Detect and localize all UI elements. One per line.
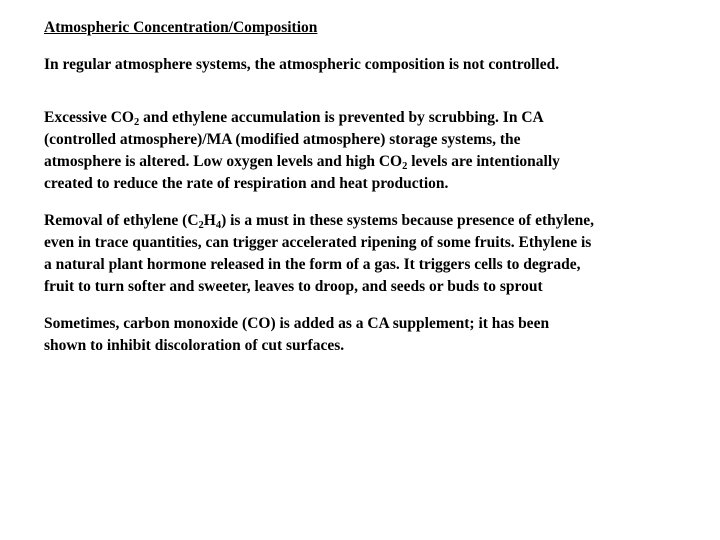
text-segment: ) is a must in these systems because presence of ethylene,: [221, 212, 595, 229]
subscript: 2: [133, 117, 140, 128]
paragraph-carbon-monoxide: [44, 313, 704, 357]
paragraph-2-line-3: [44, 151, 704, 173]
paragraph-4-line-1: Sometimes, carbon monoxide (CO) is added as a CA supplement; it has been: [44, 315, 550, 332]
subscript: 2: [402, 161, 408, 172]
paragraph-3-line-1: [44, 210, 704, 232]
text-segment: Excessive CO: [44, 109, 134, 126]
paragraph-3-line-4: fruit to turn softer and sweeter, leaves to droop, and seeds or buds to sprout: [44, 278, 543, 295]
page-title: Atmospheric Concentration/Composition: [44, 19, 318, 36]
paragraph-3-line-2: even in trace quantities, can trigger accelerated ripening of some fruits. Ethylene is: [44, 234, 592, 251]
paragraph-2-line-4: created to reduce the rate of respiration and heat production.: [44, 175, 449, 192]
paragraph-3-line-3: a natural plant hormone released in the form of a gas. It triggers cells to degrade,: [44, 256, 581, 273]
text-segment: levels are intentionally: [407, 153, 560, 170]
paragraph-regular-atmosphere: [44, 54, 704, 76]
document-page: [44, 17, 704, 357]
paragraph-4-line-2: shown to inhibit discoloration of cut surfaces.: [44, 337, 345, 354]
paragraph-ca-ma-storage: [44, 107, 704, 195]
subscript: 4: [215, 220, 222, 231]
text-segment: and ethylene accumulation is prevented by scrubbing. In CA: [139, 109, 544, 126]
paragraph-2-line-2: (controlled atmosphere)/MA (modified atmosphere) storage systems, the: [44, 131, 521, 148]
text-segment: Removal of ethylene (C: [44, 212, 199, 229]
text-segment: atmosphere is altered. Low oxygen levels and high CO: [44, 153, 403, 170]
paragraph-1-line-1: In regular atmosphere systems, the atmospheric composition is not controlled.: [44, 56, 560, 73]
subscript: 2: [198, 220, 204, 231]
paragraph-2-line-1: [44, 107, 704, 129]
paragraph-ethylene-removal: [44, 210, 704, 298]
text-segment: H: [203, 212, 216, 229]
